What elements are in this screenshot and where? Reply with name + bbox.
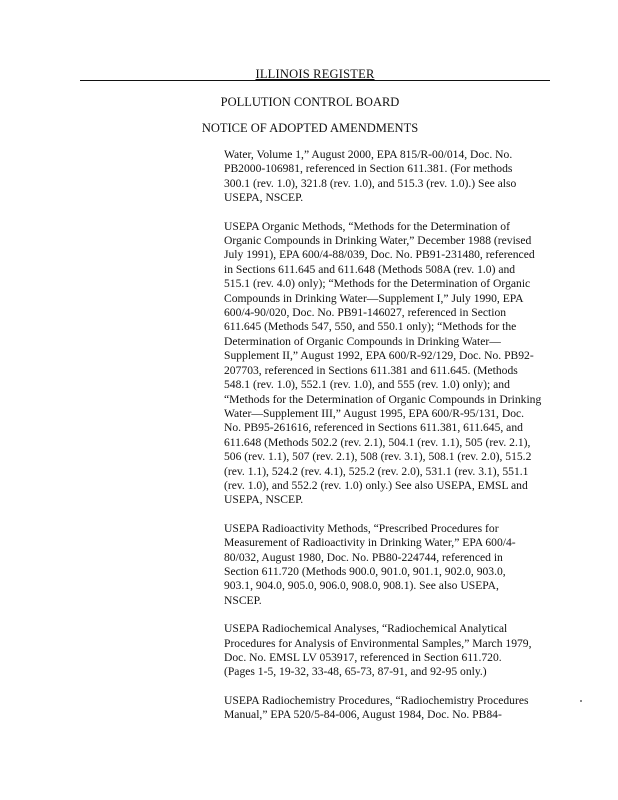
notice-type: NOTICE OF ADOPTED AMENDMENTS	[201, 121, 419, 135]
register-header	[80, 64, 550, 84]
reference-entry: USEPA Organic Methods, “Methods for the Determination of Organic Compounds in Drinking Water,” December 1988 (revised July 1991), EPA 600/4-88/039, Doc. No. PB91-231480, referenced in Sections 611.645 and 611.648 (Methods 508A (rev. 1.0) and 515.1 (rev. 4.0) only); “Methods for the Determination of Organic Compounds in Drinking Water—Supplement I,” July 1990, EPA 600/4-90/020, Doc. No. PB91-146027, referenced in Section 611.645 (Methods 547, 550, and 550.1 only); “Methods for the Determination of Organic Compounds in Drinking Water— Supplement II,” August 1992, EPA 600/R-92/129, Doc. No. PB92- 207703, referenced in Sections 611.381 and 611.645. (Methods 548.1 (rev. 1.0), 552.1 (rev. 1.0), and 555 (rev. 1.0) only); and “Methods for the Determination of Organic Compounds in Drinking Water—Supplement III,” August 1995, EPA 600/R-95/131, Doc. No. PB95-261616, referenced in Sections 611.381, 611.645, and 611.648 (Methods 502.2 (rev. 2.1), 504.1 (rev. 1.1), 505 (rev. 2.1), 506 (rev. 1.1), 507 (rev. 2.1), 508 (rev. 3.1), 508.1 (rev. 2.0), 515.2 (rev. 1.1), 524.2 (rev. 4.1), 525.2 (rev. 2.0), 531.1 (rev. 3.1), 551.1 (rev. 1.0), and 552.2 (rev. 1.0) only.) See also USEPA, EMSL and USEPA, NSCEP.	[224, 219, 542, 507]
reference-entry: USEPA Radioactivity Methods, “Prescribed Procedures for Measurement of Radioactivity in Drinking Water,” EPA 600/4- 80/032, August 1980, Doc. No. PB80-224744, referenced in Section 611.720 (Methods 900.0, 901.0, 901.1, 902.0, 903.0, 903.1, 904.0, 905.0, 906.0, 908.0, 908.1). See also USEPA, NSCEP.	[224, 521, 516, 607]
reference-entry: USEPA Radiochemical Analyses, “Radiochemical Analytical Procedures for Analysis of Environmental Samples,” March 1979, Doc. No. EMSL LV 053917, referenced in Section 611.720. (Pages 1-5, 19-32, 33-48, 65-73, 87-91, and 92-95 only.)	[224, 622, 532, 679]
register-title: ILLINOIS REGISTER	[255, 67, 375, 81]
scan-speck	[580, 700, 582, 702]
reference-entry: Water, Volume 1,” August 2000, EPA 815/R-00/014, Doc. No. PB2000-106981, referenced in Section 611.381. (For methods 300.1 (rev. 1.0), 321.8 (rev. 1.0), and 515.3 (rev. 1.0).) See also USEPA, NSCEP.	[224, 148, 517, 205]
agency-name: POLLUTION CONTROL BOARD	[220, 95, 400, 109]
reference-entries	[224, 148, 550, 737]
reference-entry: USEPA Radiochemistry Procedures, “Radiochemistry Procedures Manual,” EPA 520/5-84-006, August 1984, Doc. No. PB84-	[224, 693, 529, 722]
